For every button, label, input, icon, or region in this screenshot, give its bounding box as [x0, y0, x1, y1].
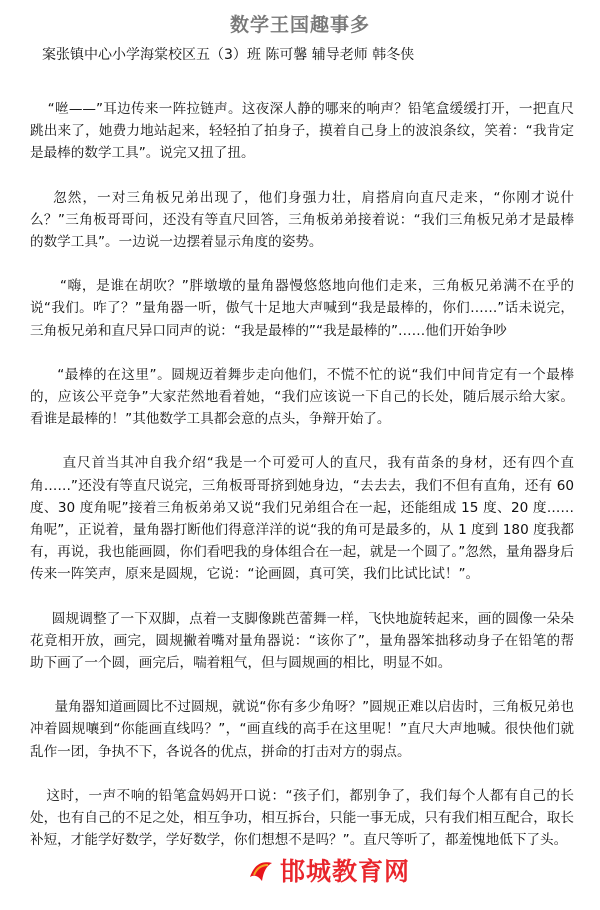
article-title: 数学王国趣事多: [229, 14, 370, 36]
paragraph-4: “最棒的在这里”。圆规迈着舞步走向他们，不慌不忙的说“我们中间肯定有一个最棒的，应该公平竞争”大家茫然地看着她，“我们应该说一下自己的长处，随后展示给大家。看谁是最棒的！”其他数学工具都会意的点头，争辩开始了。: [30, 366, 574, 428]
site-watermark: [246, 850, 416, 890]
paragraph-6: 圆规调整了一下双脚，点着一支脚像跳芭蕾舞一样，飞快地旋转起来，画的圆像一朵朵花竟相开放，画完，圆规撇着嘴对量角器说：“该你了”，量角器笨拙移动身子在铅笔的帮助下画了一个圆，画完后，喘着粗气，但与圆规画的相比，明显不如。: [30, 610, 574, 672]
watermark-logo-icon: [246, 855, 276, 885]
author-byline: 案张镇中心小学海棠校区五（3）班 陈可馨 辅导老师 韩冬侠: [42, 47, 415, 63]
article-body: [30, 98, 574, 851]
paragraph-8: 这时，一声不响的铅笔盒妈妈开口说：“孩子们，都别争了，我们每个人都有自己的长处，也有自己的不足之处，相互争功，相互拆台，只能一事无成，只有我们相互配合，取长补短，才能学好数学，学好数学，你们想想不是吗？”。直尺等听了，都羞愧地低下了头。: [30, 787, 574, 849]
paragraph-5: 直尺首当其冲自我介绍“我是一个可爱可人的直尺，我有苗条的身材，还有四个直角……”还没有等直尺说完，三角板哥哥挤到她身边，“去去去，我们不但有直角，还有 60 度、30 度角呢”接着三角板弟弟又说“我们兄弟组合在一起，还能组成 15 度、20 度……角呢”，正说着，量角器打断他们得意洋洋的说“我的角可是最多的，从 1 度到 180 度我都有，再说，我也能画圆，你们看吧我的身体组合在一起，就是一个圆了。”忽然，量角器身后传来一阵笑声，原来是圆规，它说：“论画圆，真可笑，我们比试比试！”。: [30, 455, 574, 583]
paragraph-1: “咝——”耳边传来一阵拉链声。这夜深人静的哪来的响声？铅笔盒缓缓打开，一把直尺跳出来了，她费力地站起来，轻轻拍了拍身子，摸着自己身上的波浪条纹，笑着：“我肯定是最棒的数学工具”。说完又扭了扭。: [30, 101, 574, 162]
paragraph-3: “嗨，是谁在胡吹？”胖墩墩的量角器慢悠悠地向他们走来，三角板兄弟满不在乎的说“我们。咋了？”量角器一听，傲气十足地大声喊到“我是最棒的，你们……”话未说完，三角板兄弟和直尺异口同声的说：“我是最棒的”“我是最棒的”……他们开始争吵: [30, 278, 574, 339]
paragraph-2: 忽然，一对三角板兄弟出现了，他们身强力壮，肩搭肩向直尺走来，“你刚才说什么？”三角板哥哥问，还没有等直尺回答，三角板弟弟接着说：“我们三角板兄弟才是最棒的数学工具”。一边说一边摆着显示角度的姿势。: [30, 189, 574, 251]
paragraph-7: 量角器知道画圆比不过圆规，就说“你有多少角呀？”圆规正难以启齿时，三角板兄弟也冲着圆规嚷到“你能画直线吗？”，“画直线的高手在这里呢！”直尺大声地喊。很快他们就乱作一团，争执不下，各说各的优点，拼命的打击对方的弱点。: [30, 699, 574, 760]
watermark-text: 邯城教育网: [280, 857, 411, 886]
